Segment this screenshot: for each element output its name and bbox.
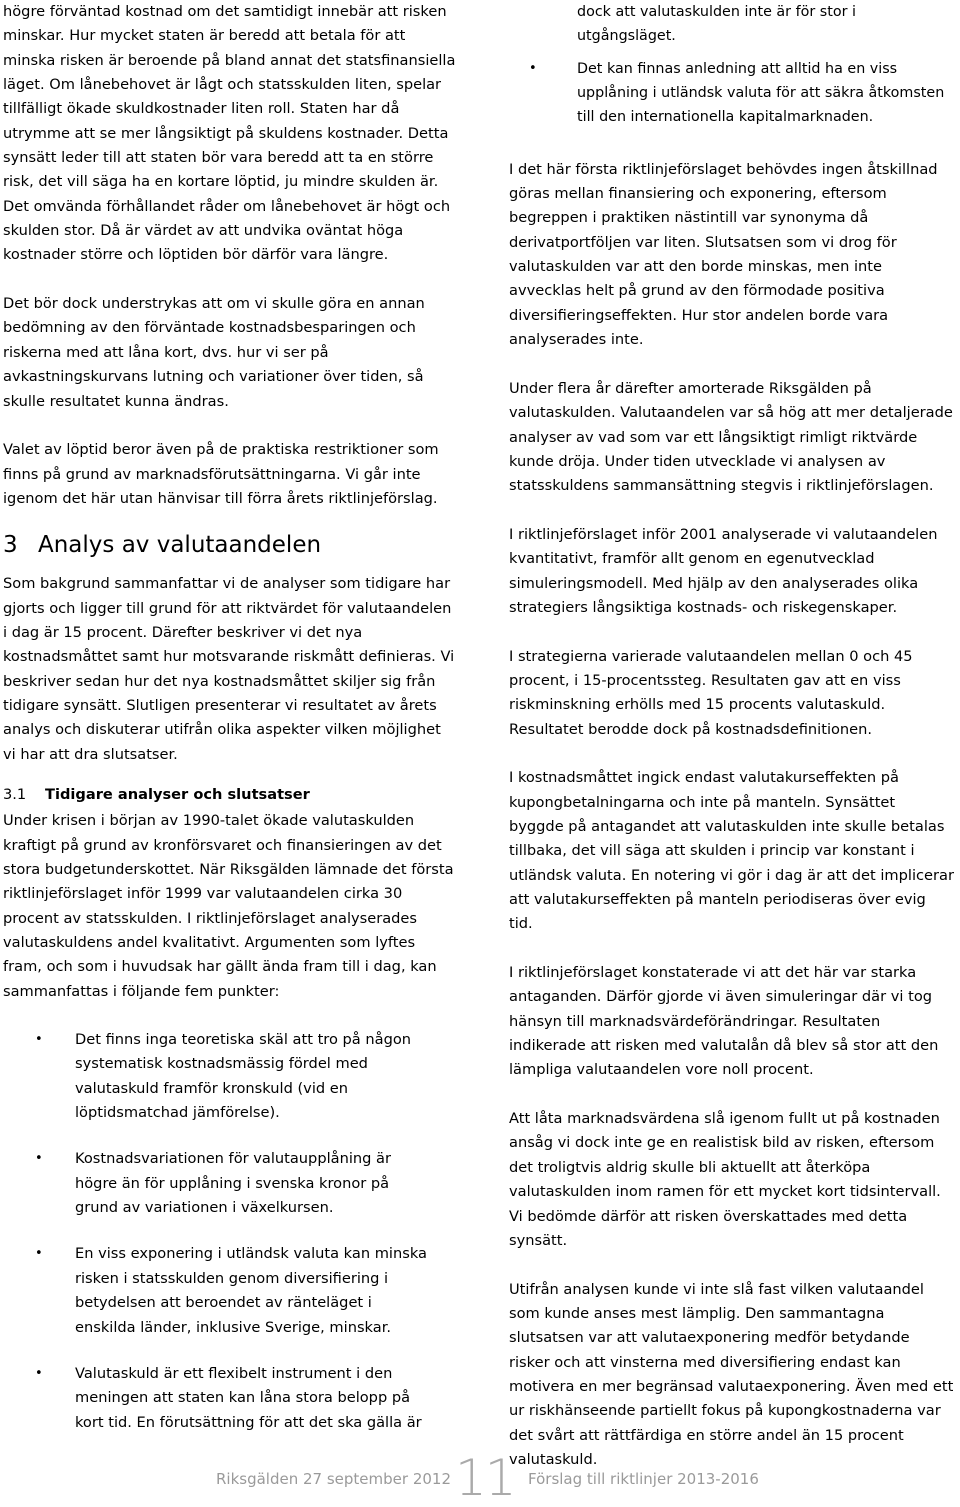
footer-left-text: Riksgälden 27 september 2012	[216, 1470, 451, 1488]
bullet-list	[509, 57, 959, 130]
list-item: • Kostnadsvariationen för valutaupplåning är högre än för upplåning i svenska kronor på grund av variationen i växelkursen.	[3, 1147, 435, 1220]
bullet-icon: •	[35, 1365, 43, 1381]
bullet-list	[3, 1028, 458, 1435]
page-number: 11	[455, 1449, 515, 1507]
list-item: • Valutaskuld är ett flexibelt instrument i den meningen att staten kan låna stora belopp på kort tid. En förutsättning för att det ska gälla är	[3, 1362, 435, 1435]
subsection-number: 3.1	[3, 785, 27, 803]
bullet-icon: •	[35, 1246, 43, 1262]
paragraph: I riktlinjeförslaget inför 2001 analyserade vi valutaandelen kvantitativt, framför allt genom en egenutvecklad simuleringsmodell. Med hjälp av den analyserades olika strategiers långsiktiga kostnads- och riskegenskaper.	[509, 525, 938, 616]
list-item: • Det finns inga teoretiska skäl att tro på någon systematisk kostnadsmässig fördel med valutaskuld framför kronskuld (vid en löptidsmatchad jämförelse).	[3, 1028, 435, 1125]
left-column	[3, 0, 458, 1457]
subsection-title: Tidigare analyser och slutsatser	[45, 785, 310, 803]
paragraph: högre förväntad kostnad om det samtidigt innebär att risken minskar. Hur mycket staten är beredd att betala för att minska risken är beroende på bland annat det statsfinansiella läget. Om lånebehovet är lågt och statsskulden liten, spelar tillfälligt ökade skuldkostnader liten roll. Staten har då utrymme att se mer långsiktigt på skuldens kostnader. Detta synsätt leder till att staten bör vara beredd att ta en större risk, det vill säga ha en kortare löptid, ju mindre skulden är. Det omvända förhållandet råder om lånebehovet är högt och skulden stor. Då är värdet av att undvika oväntat höga kostnader större och löptiden bör därför vara längre.	[3, 3, 456, 264]
paragraph: I det här första riktlinjeförslaget behövdes ingen åtskillnad göras mellan finansiering och exponering, eftersom begreppen i praktiken nästintill var synonyma då derivatportföljen var liten. Slutsatsen som vi drog för valutaskulden var att den borde minskas, men inte avvecklas helt på grund av den förmodade positiva diversifieringseffekten. Hur stor andelen borde vara analyserades inte.	[509, 160, 938, 349]
paragraph: Under flera år därefter amorterade Riksgälden på valutaskulden. Valutaandelen var så hög att mer detaljerade analyser av vad som var ett långsiktigt rimligt riktvärde kunde dröja. Under tiden utvecklade vi analysen av statsskuldens sammansättning stegvis i riktlinjeförslagen.	[509, 379, 953, 495]
right-column	[509, 0, 959, 1497]
bullet-continuation: dock att valutaskulden inte är för stor i utgångsläget.	[577, 4, 857, 45]
section-number: 3	[3, 532, 18, 559]
paragraph: Att låta marknadsvärdena slå igenom fullt ut på kostnaden ansåg vi dock inte ge en realistisk bild av risken, eftersom det troligtvis aldrig skulle bli aktuellt att återköpa valutaskulden inom ramen för ett mycket kort tidsintervall. Vi bedömde därför att risken överskattades med detta synsätt.	[509, 1110, 941, 1249]
paragraph: Det bör dock understrykas att om vi skulle göra en annan bedömning av den förväntade kostnadsbesparingen och riskerna med att låna kort, dvs. hur vi ser på avkastningskurvans lutning och variationer över tiden, så skulle resultatet kunna ändras.	[3, 295, 425, 410]
paragraph: I strategierna varierade valutaandelen mellan 0 och 45 procent, i 15-procentssteg. Resultaten gav att en viss riskminskning erhölls med 15 procents valutaskuld. Resultatet berodde dock på kostnadsdefinitionen.	[509, 647, 913, 738]
paragraph: I kostnadsmåttet ingick endast valutakurseffekten på kupongbetalningarna och inte på manteln. Synsättet byggde på antagandet att valutaskulden inte skulle betalas tillbaka, det vill säga att skulden i princip var konstant i utländsk valuta. En notering vi gör i dag är att det implicerar att valutakurseffekten på manteln periodiseras över evig tid.	[509, 769, 954, 933]
list-item: • Det kan finnas anledning att alltid ha en viss upplåning i utländsk valuta för att säkra åtkomsten till den internationella kapitalmarknaden.	[509, 57, 957, 130]
bullet-icon: •	[35, 1151, 43, 1167]
bullet-icon: •	[529, 60, 537, 76]
list-item: • En viss exponering i utländsk valuta kan minska risken i statsskulden genom diversifiering i betydelsen att beroendet av ränteläget i enskilda länder, inklusive Sverige, minskar.	[3, 1242, 435, 1339]
page-footer	[0, 1449, 960, 1507]
paragraph: I riktlinjeförslaget konstaterade vi att det här var starka antaganden. Därför gjorde vi även simuleringar där vi tog hänsyn till marknadsvärdeförändringar. Resultaten indikerade att risken med valutalån då blev så stor att den lämpliga valutaandelen vore noll procent.	[509, 964, 939, 1079]
paragraph: Som bakgrund sammanfattar vi de analyser som tidigare har gjorts och ligger till grund för att riktvärdet för valutaandelen i dag är 15 procent. Därefter beskriver vi det nya kostnadsmåttet samt hur motsvarande riskmått definieras. Vi beskriver sedan hur det nya kostnadsmåttet skiljer sig från tidigare synsätt. Slutligen presenterar vi resultatet av årets analys och diskuterar utifrån olika aspekter vilken möjlighet vi har att dra slutsatser.	[3, 575, 455, 763]
subsection-heading	[3, 781, 458, 807]
section-heading	[3, 521, 458, 559]
footer-right-text: Förslag till riktlinjer 2013-2016	[528, 1470, 759, 1488]
bullet-icon: •	[35, 1032, 43, 1048]
paragraph: Valet av löptid beror även på de praktiska restriktioner som finns på grund av marknadsförutsättningarna. Vi går inte igenom det här utan hänvisar till förra årets riktlinjeförslag.	[3, 441, 439, 507]
section-title: Analys av valutaandelen	[38, 532, 322, 559]
paragraph: Utifrån analysen kunde vi inte slå fast vilken valutaandel som kunde anses mest lämplig. Den sammantagna slutsatsen var att valutaexponering medför betydande risker och att vinsterna med diversifiering endast kan motivera en mer begränsad valutaexponering. Även med ett ur riskhänseende partiellt fokus på kupongkostnaderna var det svårt att rättfärdiga en större andel än 15 procent valutaskuld.	[509, 1280, 954, 1468]
paragraph: Under krisen i början av 1990-talet ökade valutaskulden kraftigt på grund av kronförsvaret och finansieringen av det stora budgetunderskottet. När Riksgälden lämnade det första riktlinjeförslaget inför 1999 var valutaandelen cirka 30 procent av statsskulden. I riktlinjeförslaget analyserades valutaskuldens andel kvalitativt. Argumenten som lyftes fram, och som i huvudsak har gällt ända fram till i dag, kan sammanfattas i följande fem punkter:	[3, 812, 454, 1000]
